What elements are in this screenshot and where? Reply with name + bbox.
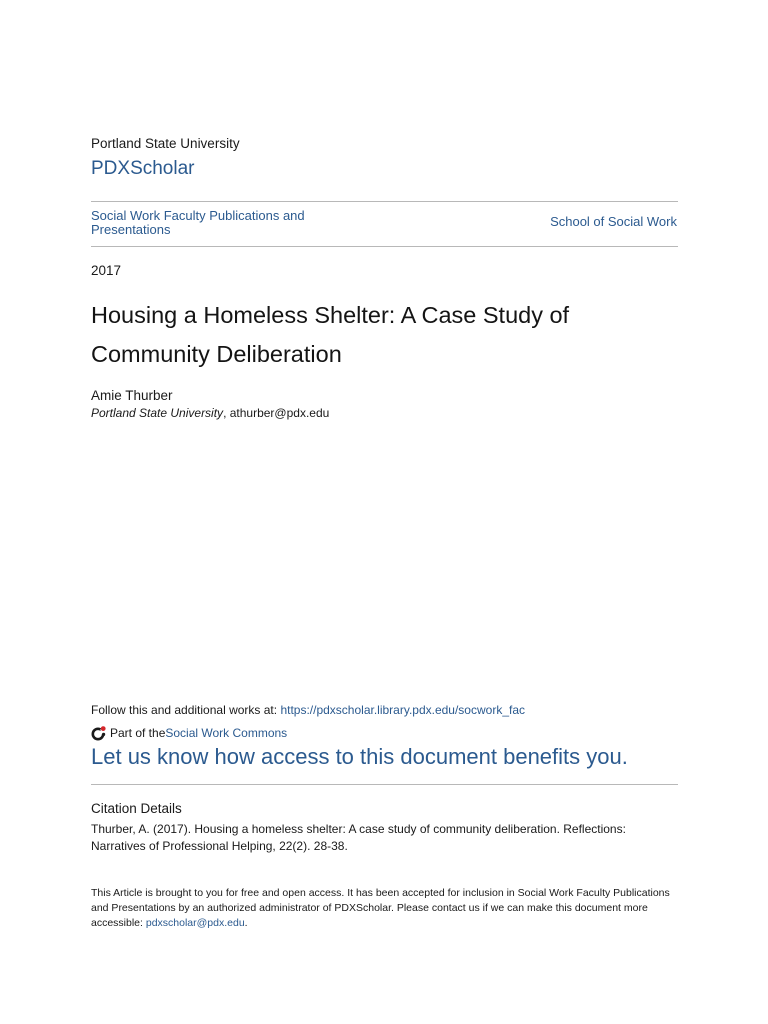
institution-name: Portland State University xyxy=(91,136,240,151)
follow-prefix: Follow this and additional works at: xyxy=(91,703,281,717)
contact-email-link[interactable]: pdxscholar@pdx.edu xyxy=(145,917,245,929)
publication-year: 2017 xyxy=(91,263,122,278)
affiliation-institution: Portland State University xyxy=(91,406,224,420)
feedback-link[interactable]: Let us know how access to this document benefits you. xyxy=(91,744,628,769)
notice-text: This Article is brought to you for free and open access. It has been accepted for inclusion in Social Work Faculty Publications and Presentations by an authorized administrator of PDXScholar. Please contact us if we can make this document more accessible: xyxy=(91,887,670,929)
author-name: Amie Thurber xyxy=(91,388,173,403)
article-title: Housing a Homeless Shelter: A Case Study of Community Deliberation xyxy=(91,302,570,367)
part-of-prefix: Part of the xyxy=(110,726,166,740)
commons-network-icon xyxy=(91,725,107,741)
access-notice xyxy=(91,886,681,931)
divider-citation xyxy=(91,784,678,785)
author-affiliation xyxy=(91,406,329,420)
divider-top xyxy=(91,201,678,202)
repository-link[interactable]: PDXScholar xyxy=(91,158,195,179)
divider-header-bottom xyxy=(91,246,678,247)
discipline-link[interactable]: Social Work Commons xyxy=(165,726,288,740)
collection-url-link[interactable]: https://pdxscholar.library.pdx.edu/socwork_fac xyxy=(280,703,526,717)
affiliation-email: , athurber@pdx.edu xyxy=(223,406,330,420)
part-of-line xyxy=(91,725,287,741)
citation-heading: Citation Details xyxy=(91,801,182,816)
collection-link[interactable]: Social Work Faculty Publications and Presentations xyxy=(91,208,305,237)
citation-text: Thurber, A. (2017). Housing a homeless shelter: A case study of community deliberation. Reflections: Narratives of Professional Helping, 22(2). 28-38. xyxy=(91,822,626,853)
notice-end: . xyxy=(244,917,248,929)
department-link[interactable]: School of Social Work xyxy=(550,214,677,229)
follow-line xyxy=(91,703,525,717)
